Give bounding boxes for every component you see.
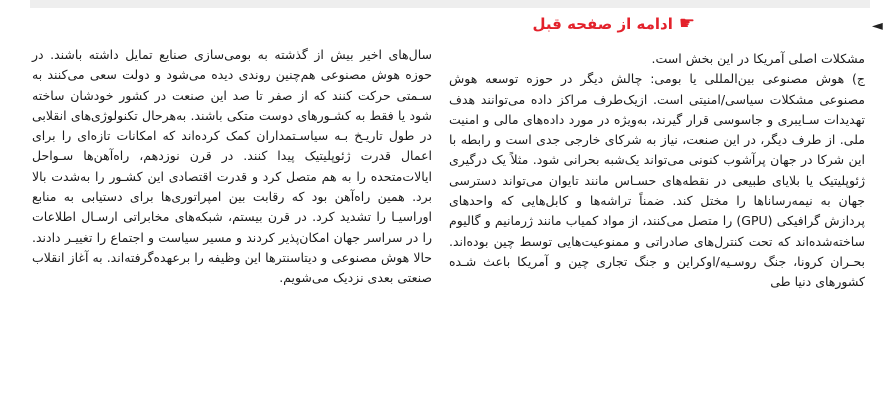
continued-from-previous-page-header [533,14,695,34]
pointing-hand-icon: ☛ [678,13,695,34]
article-column-left [32,45,432,289]
continued-label: ادامه از صفحه قبل [532,15,673,33]
paragraph-intro-line: مشکلات اصلی آمریکا در این بخش است. [651,51,865,66]
paragraph-localization-and-geopolitics: سال‌های اخیر بیش از گذشته به بومی‌سازی صنایع تمایل داشته باشند. در حوزه هوش مصنوعی هم‌چنین روندی دیده می‌شود و دولت سعی می‌کنند به سـمتی حرکت کنند که از صفر تا صد این صنعت در کشور خودشان ساخته شود یا فقط به کشـورهای دوست متکی باشند. به‌هرحال تکنولوژی‌های انقلابی در طول تاریـخ بـه سیاسـتمداران کمک کرده‌اند که امکانات تازه‌ای را برای اعمال قدرت ژئوپلیتیک پیدا کنند. در قرن نوزدهم، راه‌آهن‌ها سـواحل ایالات‌متحده را به هم متصل کرد و قدرت اقتصادی این کشـور را به‌شدت بالا برد. همین راه‌آهن بود که رقابت بین امپراتوری‌ها برای دستیابی به منابع اوراسیـا را تشدید کرد. در قرن بیستم، شبکه‌های مخابراتی ارسـال اطلاعات را در سراسر جهان امکان‌پذیر کردند و مسیر سیاست و اجتماع را تغییـر دادند. حالا هوش مصنوعی و دیتاسنترها این وظیفه را برعهده‌گرفته‌اند. به آغاز انقلاب صنعتی بعدی نزدیک می‌شویم. [32,47,432,286]
article-column-right [449,49,865,293]
paragraph-international-or-native-ai: ج) هوش مصنوعی بین‌المللی یا بومی: چالش دیگر در حوزه توسعه هوش مصنوعی مشکلات سیاسی/امنیتی است. ازیک‌طرف مراکز داده می‌توانند هدف تهدیدات سـایبری و جاسوسی قرار گیرند، به‌ویژه در مورد داده‌های مالی و امنیت ملی. از طرف دیگر، در این صنعت، نیاز به شرکای خارجی جدی است و رابطه با این شرکا در جهان پرآشوب کنونی می‌تواند یک‌شبه بحرانی شود. مثلاً یک درگیری ژئوپلیتیک یا بلایای طبیعی در نقطه‌های حسـاس مانند تایوان می‌تواند دسترسی جهان به نیمه‌رساناها را مختل کند. ضمناً تراشه‌ها و کابل‌هایی که واحدهای پردازش گرافیکی (GPU) را متصل می‌کنند، از مواد کمیاب مانند ژرمانیم و گالیوم ساخته‌شده‌اند که تحت کنترل‌های صادراتی و ممنوعیت‌هایی توسط چین بوده‌اند. بحـران کرونا، جنگ روسـیه/اوکراین و جنگ تجاری چین و آمریکا باعث شـده کشورهای دنیا طی [449,71,865,290]
top-divider-bar [30,0,870,8]
arrow-left-icon: ◄ [872,18,883,34]
